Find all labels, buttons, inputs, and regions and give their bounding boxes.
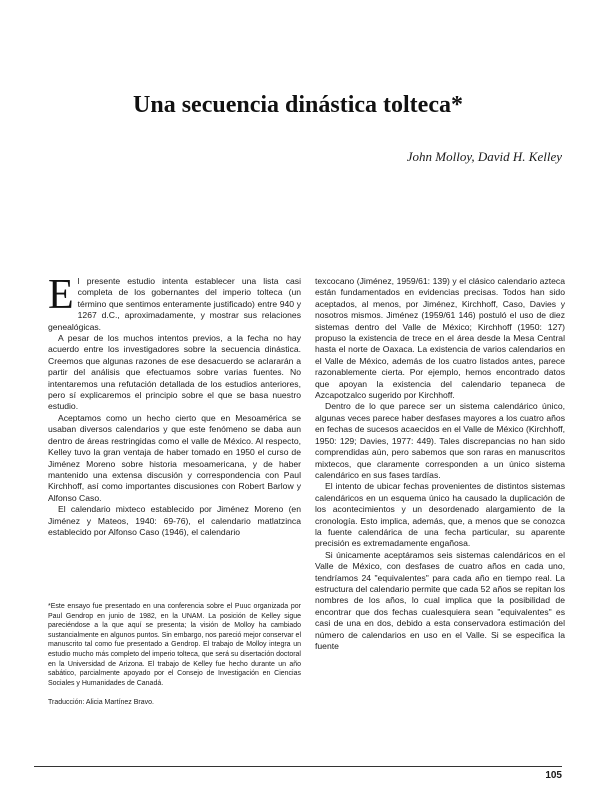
paragraph-6: Dentro de lo que parece ser un sistema calendárico único, algunas veces parece haber desfases mayores a los cuatro años en fechas de sucesos acaecidos en el Valle de México (Kirchhoff, 1950: 129; Davies, 1977: 449). Tales discrepancias no han sido comprendidas aún, pero sabemos que son raras en manuscritos mixtecos, que claramente corresponden a un único sistema calendárico en sus fases tardías. [315, 401, 565, 480]
left-column [48, 272, 301, 538]
paragraph-2: A pesar de los muchos intentos previos, a la fecha no hay acuerdo entre los investigadores sobre la secuencia dinástica. Creemos que algunas razones de ese desacuerdo se aclararán a partir del análisis que efectuamos sobre varias fuentes. No intentaremos una refutación detallada de los estudios anteriores, pero sí explicaremos el principio sobre el que se basa nuestro estudio. [48, 333, 301, 412]
translation-credit: Traducción: Alicia Martínez Bravo. [48, 699, 154, 707]
footnote-text: *Este ensayo fue presentado en una conferencia sobre el Puuc organizada por Paul Gendrop en junio de 1982, en la UNAM. La posición de Kelley sigue pareciéndose a la que aquí se presenta; la visión de Molloy ha cambiado sustancialmente en algunos puntos. Sin embargo, nos pareció mejor conservar el manuscrito tal como fue presentado a Gendrop. El trabajo de Molloy integra un estudio mucho más completo del imperio tolteca, que será su disertación doctoral en la Universidad de Arizona. El trabajo de Kelley fue hecho durante un año sabático, parcialmente apoyado por el Consejo de Investigación en Ciencias Sociales y Humanidades de Canadá. [48, 603, 301, 687]
paragraph-4: El calendario mixteco establecido por Jiménez Moreno (en Jiménez y Mateos, 1940: 69-76), el calendario matlatzinca establecido por Alfonso Caso (1946), el calendario [48, 504, 301, 537]
paragraph-1 [48, 272, 301, 333]
footnotes [48, 602, 301, 708]
paragraph-7: El intento de ubicar fechas provenientes de distintos sistemas calendáricos en un esquema único ha causado la duplicación de los acontecimientos y un desordenado alargamiento de la cronología. Esto implica, además, que, a menos que se conozca la fuente calendárica de una fecha particular, su aparente precisión es extremadamente engañosa. [315, 481, 565, 549]
article-authors: John Molloy, David H. Kelley [406, 149, 562, 164]
footer-rule [34, 766, 562, 767]
page-number: 105 [545, 770, 562, 781]
right-column [315, 276, 565, 652]
paragraph-text: l presente estudio intenta establecer una lista casi completa de los gobernantes del imperio tolteca (un término que sentimos enteramente justificado) entre 940 y 1267 d.C., aproximadamente, y mostrar sus relaciones genealógicas. [48, 276, 301, 332]
paragraph-3: Aceptamos como un hecho cierto que en Mesoamérica se usaban diversos calendarios y que este fenómeno se daba aun dentro de áreas restringidas como el valle de México. Al respecto, Kelley tuvo la gran ventaja de haber tomado en 1950 el curso de Jiménez Moreno sobre historia mesoamericana, y de haber mantenido una extensa discusión y correspondencia con Paul Kirchhoff, así como importantes discusiones con Robert Barlow y Alfonso Caso. [48, 412, 301, 503]
paragraph-5: texcocano (Jiménez, 1959/61: 139) y el clásico calendario azteca están fundamentados en evidencias precisas. Todos han sido aceptados, al menos, por Jiménez, Kirchhoff, Caso, Davies y nosotros mismos. Jiménez (1959/61 146) postuló el uso de diez sistemas dentro del Valle de México; Kirchhoff (1950: 127) propuso la existencia de trece en el área desde la Mesa Central hasta el norte de Oaxaca. La existencia de varios calendarios en el Valle de México, además de los cuatro listados antes, parece razonablemente cierta. Por ejemplo, hemos encontrado datos que apoyan la existencia del calendario tepaneca de Azcapotzalco sugerido por Kirchhoff. [315, 276, 565, 401]
drop-cap: E [48, 272, 74, 318]
article-title: Una secuencia dinástica tolteca* [133, 92, 463, 119]
paragraph-8: Si únicamente aceptáramos seis sistemas calendáricos en el Valle de México, con desfases de cuatro años en cada uno, tendríamos 24 "equivalentes" para cada año en tiempo real. La estructura del calendario permite que cada 52 años se repitan los nombres de los años, lo cual implica que la posibilidad de encontrar que dos fechas cualesquiera sean "equivalentes" es casi de una en dos, debido a esta conservadora estimación del número de calendarios en uso en el Valle. Si se especifica la fuente [315, 549, 565, 651]
